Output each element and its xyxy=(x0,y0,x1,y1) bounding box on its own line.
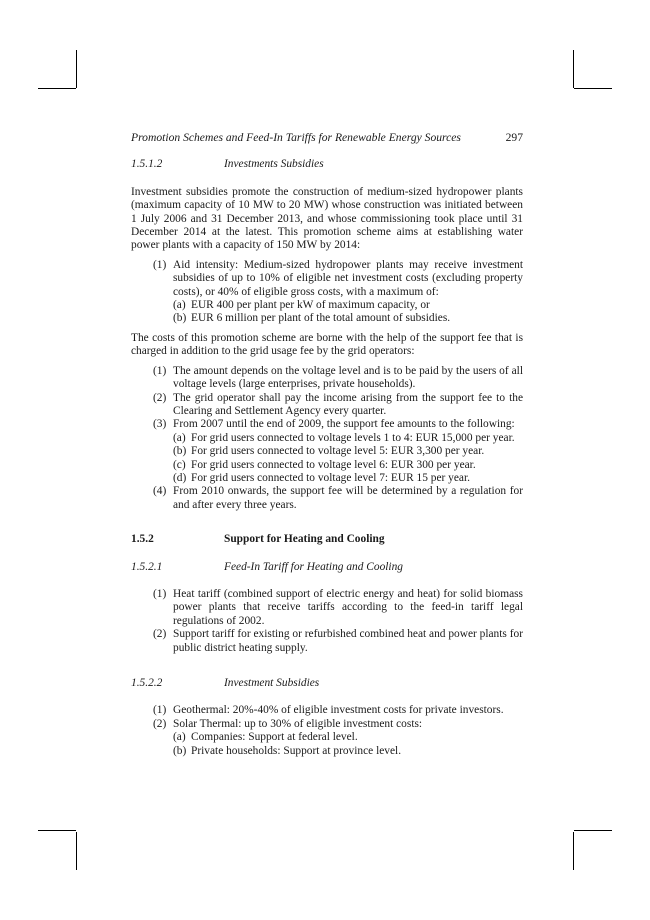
list-item-text: For grid users connected to voltage level 7: EUR 15 per year. xyxy=(191,471,470,484)
sub-list-item xyxy=(173,731,523,744)
sub-list-item xyxy=(173,445,523,458)
subsection-number: 1.5.2.2 xyxy=(131,677,163,689)
list-item-text: For grid users connected to voltage level 5: EUR 3,300 per year. xyxy=(191,445,485,458)
list-marker: (b) xyxy=(173,445,187,458)
list-item-text: Private households: Support at province level. xyxy=(191,744,402,757)
running-head xyxy=(131,131,523,144)
sub-list xyxy=(173,731,523,758)
list-marker: (b) xyxy=(173,312,187,325)
list-marker: (2) xyxy=(153,391,167,404)
list-item-text: EUR 6 million per plant of the total amount of subsidies. xyxy=(191,312,451,325)
crop-mark xyxy=(573,832,574,870)
list-marker: (d) xyxy=(173,471,187,484)
list-item xyxy=(153,485,523,512)
crop-mark xyxy=(574,830,612,831)
list-item xyxy=(153,704,523,717)
subsection-number: 1.5.2.1 xyxy=(131,560,163,573)
subsection-title: Investment Subsidies xyxy=(224,677,320,689)
list-item-text: The grid operator shall pay the income arising from the support fee to the Clearing and Settlement Agency every quarter. xyxy=(173,391,523,417)
section-title: Support for Heating and Cooling xyxy=(224,533,385,546)
list-item xyxy=(153,628,523,655)
list-marker: (1) xyxy=(153,704,167,717)
list-item xyxy=(153,365,523,392)
list-item-text: For grid users connected to voltage levels 1 to 4: EUR 15,000 per year. xyxy=(191,431,515,444)
crop-mark xyxy=(573,50,574,88)
subsection-title: Feed-In Tariff for Heating and Cooling xyxy=(224,560,403,573)
numbered-list xyxy=(131,704,523,758)
list-marker: (c) xyxy=(173,458,186,471)
list-marker: (1) xyxy=(153,364,167,377)
list-marker: (a) xyxy=(173,299,186,312)
section-number: 1.5.2 xyxy=(131,533,154,546)
crop-mark xyxy=(38,830,76,831)
list-item-text: Geothermal: 20%-40% of eligible investment costs for private investors. xyxy=(173,704,504,717)
list-marker: (a) xyxy=(173,431,186,444)
crop-mark xyxy=(76,832,77,870)
list-item-text: From 2007 until the end of 2009, the support fee amounts to the following: xyxy=(173,418,515,431)
list-item xyxy=(153,392,523,419)
subsection-title: Investments Subsidies xyxy=(224,158,324,171)
list-item-text: EUR 400 per plant per kW of maximum capacity, or xyxy=(191,299,430,312)
subsection-number: 1.5.1.2 xyxy=(131,158,163,171)
list-item-text: For grid users connected to voltage level 6: EUR 300 per year. xyxy=(191,458,476,471)
list-item-text: Companies: Support at federal level. xyxy=(191,731,358,744)
list-marker: (2) xyxy=(153,717,167,730)
list-marker: (4) xyxy=(153,485,167,498)
section-heading xyxy=(131,533,523,546)
sub-list xyxy=(173,299,523,326)
sub-list-item xyxy=(173,432,523,445)
list-marker: (2) xyxy=(153,628,167,641)
sub-list-item xyxy=(173,312,523,325)
list-marker: (1) xyxy=(153,587,167,600)
list-item-text: The amount depends on the voltage level and is to be paid by the users of all voltage levels (large enterprises, private households). xyxy=(173,364,523,391)
crop-mark xyxy=(76,50,77,88)
list-item-text: Support tariff for existing or refurbished combined heat and power plants for public district heating supply. xyxy=(173,628,523,654)
list-item xyxy=(153,418,523,485)
list-item-text: Aid intensity: Medium-sized hydropower plants may receive investment subsidies of up to 10% of eligible net investment costs (excluding property costs), or 40% of eligible gross costs, with a maximum of: xyxy=(173,258,523,298)
list-item xyxy=(153,259,523,326)
subsection-heading xyxy=(131,561,523,574)
sub-list-item xyxy=(173,745,523,758)
list-item-text: From 2010 onwards, the support fee will be determined by a regulation for and after every three years. xyxy=(173,485,523,511)
numbered-list xyxy=(131,588,523,655)
sub-list xyxy=(173,432,523,486)
crop-mark xyxy=(38,88,76,89)
subsection-heading xyxy=(131,158,523,171)
paragraph: Investment subsidies promote the construction of medium-sized hydropower plants (maximum capacity of 10 MW to 20 MW) whose construction was initiated between 1 July 2006 and 31 December 2013, and whose commissioning took place until 31 December 2014 at the latest. This promotion scheme aims at establishing water power plants with a capacity of 150 MW by 2014: xyxy=(131,185,523,252)
paragraph: The costs of this promotion scheme are borne with the help of the support fee that is charged in addition to the grid usage fee by the grid operators: xyxy=(131,331,523,358)
numbered-list xyxy=(131,259,523,326)
crop-mark xyxy=(574,88,612,89)
list-marker: (3) xyxy=(153,418,167,431)
list-marker: (1) xyxy=(153,258,167,271)
sub-list-item xyxy=(173,472,523,485)
list-item xyxy=(153,718,523,758)
page-number: 297 xyxy=(505,131,523,144)
list-item-text: Solar Thermal: up to 30% of eligible investment costs: xyxy=(173,717,423,730)
page-body xyxy=(131,131,523,764)
running-head-title: Promotion Schemes and Feed-In Tariffs for Renewable Energy Sources xyxy=(131,131,461,144)
subsection-heading xyxy=(131,677,523,690)
list-item-text: Heat tariff (combined support of electric energy and heat) for solid biomass power plants that receive tariffs according to the feed-in tariff legal regulations of 2002. xyxy=(173,587,523,627)
list-marker: (b) xyxy=(173,744,187,757)
numbered-list xyxy=(131,365,523,512)
sub-list-item xyxy=(173,459,523,472)
list-marker: (a) xyxy=(173,731,186,744)
sub-list-item xyxy=(173,299,523,312)
list-item xyxy=(153,588,523,628)
